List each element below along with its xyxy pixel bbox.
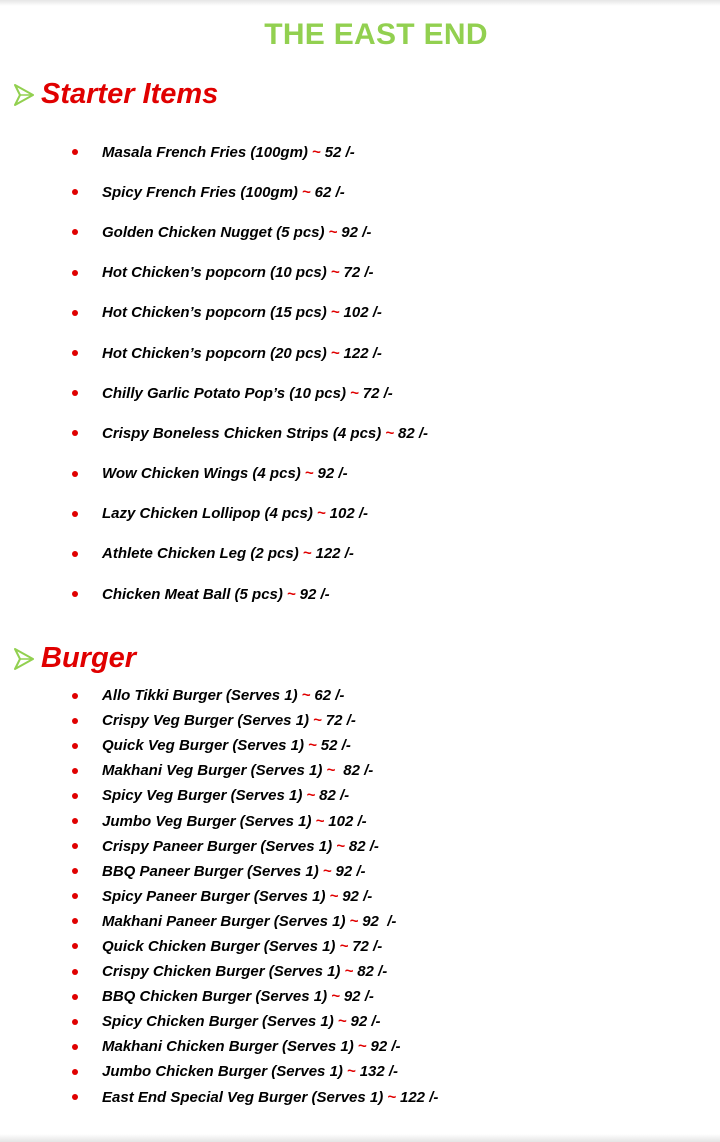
bullet-dot-icon	[72, 189, 78, 195]
menu-item-separator: ~	[387, 1088, 396, 1106]
menu-item	[72, 834, 438, 859]
menu-item-name: Jumbo Veg Burger (Serves 1)	[102, 812, 312, 830]
menu-item-name: Masala French Fries (100gm)	[102, 143, 308, 161]
bullet-dot-icon	[72, 918, 78, 924]
burger-items-list	[72, 683, 438, 1110]
menu-item-price: 92 /-	[362, 912, 397, 930]
menu-item-name: Crispy Boneless Chicken Strips (4 pcs)	[102, 424, 382, 442]
menu-item-price: 72 /-	[362, 384, 393, 402]
menu-item-separator: ~	[306, 787, 316, 805]
menu-item-name: BBQ Paneer Burger (Serves 1)	[102, 862, 319, 880]
bottom-edge-shadow	[0, 1134, 720, 1142]
menu-item-separator: ~	[339, 937, 349, 955]
bullet-dot-icon	[72, 1069, 78, 1075]
bullet-dot-icon	[72, 1044, 78, 1050]
menu-item-name: Spicy Veg Burger (Serves 1)	[102, 787, 303, 805]
bullet-dot-icon	[72, 943, 78, 949]
menu-item-name: Chicken Meat Ball (5 pcs)	[102, 585, 283, 603]
menu-item	[72, 574, 428, 614]
menu-item-separator: ~	[337, 1013, 347, 1031]
menu-item-price: 82 /-	[348, 837, 379, 855]
menu-item-price: 122 /-	[315, 545, 354, 563]
menu-item-price: 82 /-	[398, 424, 429, 442]
menu-item	[72, 212, 428, 252]
top-edge-shadow	[0, 0, 720, 6]
menu-item-name: Spicy Paneer Burger (Serves 1)	[102, 887, 326, 905]
menu-item-price: 92 /-	[335, 862, 366, 880]
menu-item-separator: ~	[311, 143, 321, 161]
starter-items-list	[72, 132, 428, 614]
menu-item	[72, 172, 428, 212]
menu-item-separator: ~	[346, 1063, 356, 1081]
menu-item-separator: ~	[344, 963, 354, 981]
menu-item	[72, 494, 428, 534]
menu-item-name: Quick Veg Burger (Serves 1)	[102, 737, 305, 755]
menu-item-name: Makhani Paneer Burger (Serves 1)	[102, 912, 346, 930]
menu-item-name: Hot Chicken’s popcorn (20 pcs)	[102, 344, 327, 362]
menu-item-price: 132 /-	[359, 1063, 399, 1081]
menu-item	[72, 413, 428, 453]
menu-item	[72, 253, 428, 293]
arrow-bullet-icon	[14, 83, 34, 107]
bullet-dot-icon	[72, 718, 78, 724]
menu-item-separator: ~	[301, 687, 311, 705]
bullet-dot-icon	[72, 511, 78, 517]
menu-item-separator: ~	[315, 812, 325, 830]
menu-item	[72, 333, 428, 373]
bullet-dot-icon	[72, 390, 78, 396]
menu-item-price: 62 /-	[314, 687, 345, 705]
menu-item	[72, 733, 438, 758]
section-heading-burger	[14, 642, 136, 675]
menu-item-separator: ~	[330, 304, 340, 322]
page-title: THE EAST END	[264, 18, 488, 51]
bullet-dot-icon	[72, 471, 78, 477]
menu-item	[72, 708, 438, 733]
menu-item-name: Chilly Garlic Potato Pop’s (10 pcs)	[102, 384, 346, 402]
menu-item-name: Spicy Chicken Burger (Serves 1)	[102, 1013, 334, 1031]
section-heading-starter	[14, 78, 218, 111]
menu-item-name: BBQ Chicken Burger (Serves 1)	[102, 988, 328, 1006]
bullet-dot-icon	[72, 969, 78, 975]
bullet-dot-icon	[72, 350, 78, 356]
menu-item-price: 92 /-	[341, 223, 372, 241]
menu-item	[72, 909, 438, 934]
menu-item-separator: ~	[302, 545, 312, 563]
menu-item-separator: ~	[328, 223, 338, 241]
menu-item-separator: ~	[304, 465, 314, 483]
bullet-dot-icon	[72, 229, 78, 235]
menu-item-price: 92 /-	[343, 988, 374, 1006]
menu-item-price: 92 /-	[317, 465, 348, 483]
menu-item-separator: ~	[308, 737, 317, 755]
menu-item	[72, 373, 428, 413]
menu-item	[72, 1085, 438, 1110]
menu-item	[72, 783, 438, 808]
bullet-dot-icon	[72, 310, 78, 316]
menu-item-separator: ~	[301, 183, 311, 201]
menu-item-price: 102 /-	[328, 812, 367, 830]
menu-item	[72, 859, 438, 884]
menu-item-price: 82 /-	[357, 963, 388, 981]
menu-item	[72, 132, 428, 172]
menu-item-separator: ~	[331, 988, 340, 1006]
menu-item-name: Athlete Chicken Leg (2 pcs)	[102, 545, 299, 563]
bullet-dot-icon	[72, 768, 78, 774]
menu-item-price: 102 /-	[343, 304, 382, 322]
bullet-dot-icon	[72, 1019, 78, 1025]
menu-item-price: 62 /-	[314, 183, 345, 201]
bullet-dot-icon	[72, 551, 78, 557]
bullet-dot-icon	[72, 1094, 78, 1100]
menu-item-name: Quick Chicken Burger (Serves 1)	[102, 937, 336, 955]
menu-item-name: Spicy French Fries (100gm)	[102, 183, 298, 201]
menu-item-name: Crispy Veg Burger (Serves 1)	[102, 712, 310, 730]
menu-item-price: 72 /-	[352, 937, 383, 955]
bullet-dot-icon	[72, 994, 78, 1000]
menu-item-price: 82 /-	[339, 762, 374, 780]
bullet-dot-icon	[72, 868, 78, 874]
menu-item-price: 72 /-	[343, 264, 374, 282]
menu-item-price: 52 /-	[320, 737, 351, 755]
menu-item-price: 92 /-	[370, 1038, 401, 1056]
menu-item-separator: ~	[330, 264, 340, 282]
bullet-dot-icon	[72, 818, 78, 824]
bullet-dot-icon	[72, 270, 78, 276]
menu-item-name: East End Special Veg Burger (Serves 1)	[102, 1088, 384, 1106]
menu-item-separator: ~	[326, 762, 336, 780]
menu-item-price: 92 /-	[299, 585, 330, 603]
menu-item-name: Hot Chicken’s popcorn (10 pcs)	[102, 264, 327, 282]
menu-item	[72, 1009, 438, 1034]
menu-item	[72, 1034, 438, 1059]
bullet-dot-icon	[72, 793, 78, 799]
menu-item	[72, 683, 438, 708]
menu-item-price: 122 /-	[400, 1088, 439, 1106]
menu-item-name: Lazy Chicken Lollipop (4 pcs)	[102, 505, 313, 523]
menu-item-separator: ~	[322, 862, 332, 880]
bullet-dot-icon	[72, 693, 78, 699]
bullet-dot-icon	[72, 843, 78, 849]
menu-item-separator: ~	[313, 712, 322, 730]
menu-item-price: 72 /-	[325, 712, 356, 730]
menu-item-name: Hot Chicken’s popcorn (15 pcs)	[102, 304, 327, 322]
menu-item-name: Wow Chicken Wings (4 pcs)	[102, 465, 301, 483]
menu-item-name: Allo Tikki Burger (Serves 1)	[102, 687, 298, 705]
menu-item-price: 82 /-	[319, 787, 350, 805]
section-title-burger: Burger	[41, 642, 137, 674]
menu-item	[72, 758, 438, 783]
menu-item	[72, 884, 438, 909]
arrow-bullet-icon	[14, 647, 34, 671]
bullet-dot-icon	[72, 591, 78, 597]
menu-item-name: Makhani Veg Burger (Serves 1)	[102, 762, 323, 780]
menu-item-name: Crispy Paneer Burger (Serves 1)	[102, 837, 333, 855]
menu-item-separator: ~	[349, 384, 359, 402]
menu-item-name: Jumbo Chicken Burger (Serves 1)	[102, 1063, 343, 1081]
menu-item-price: 92 /-	[350, 1013, 381, 1031]
menu-item-separator: ~	[349, 912, 359, 930]
menu-item-separator: ~	[330, 344, 340, 362]
menu-item	[72, 959, 438, 984]
menu-item-name: Makhani Chicken Burger (Serves 1)	[102, 1038, 354, 1056]
menu-item-name: Golden Chicken Nugget (5 pcs)	[102, 223, 325, 241]
menu-item-separator: ~	[336, 837, 345, 855]
menu-item-price: 102 /-	[329, 505, 368, 523]
bullet-dot-icon	[72, 149, 78, 155]
menu-item	[72, 934, 438, 959]
menu-item-separator: ~	[316, 505, 326, 523]
menu-item-separator: ~	[385, 424, 395, 442]
menu-item-name: Crispy Chicken Burger (Serves 1)	[102, 963, 341, 981]
menu-item-separator: ~	[329, 887, 339, 905]
menu-item	[72, 984, 438, 1009]
menu-item	[72, 454, 428, 494]
menu-item-price: 92 /-	[342, 887, 373, 905]
menu-item-price: 52 /-	[324, 143, 355, 161]
section-title-starter: Starter Items	[41, 78, 219, 110]
menu-item	[72, 293, 428, 333]
menu-item	[72, 808, 438, 833]
bullet-dot-icon	[72, 743, 78, 749]
menu-item	[72, 1059, 438, 1084]
menu-item	[72, 534, 428, 574]
menu-item-separator: ~	[286, 585, 296, 603]
menu-item-separator: ~	[357, 1038, 367, 1056]
bullet-dot-icon	[72, 893, 78, 899]
menu-item-price: 122 /-	[343, 344, 382, 362]
bullet-dot-icon	[72, 430, 78, 436]
